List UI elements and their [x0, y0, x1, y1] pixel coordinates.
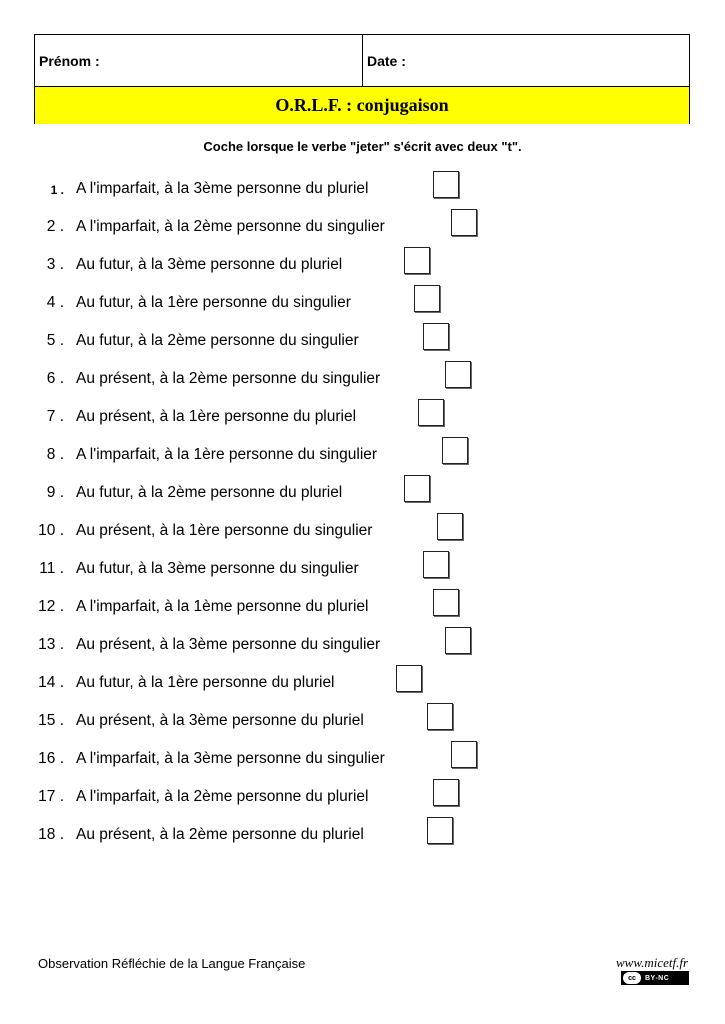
exercise-item	[0, 779, 725, 809]
exercise-text: Au présent, à la 2ème personne du pluriel	[76, 826, 364, 843]
exercise-number: 15 .	[38, 712, 64, 729]
exercise-number: 8 .	[46, 446, 64, 463]
exercise-number: 16 .	[38, 750, 64, 767]
header-info-row	[35, 35, 689, 87]
exercise-checkbox[interactable]	[442, 437, 468, 464]
date-label: Date :	[367, 52, 406, 69]
exercise-text: Au présent, à la 3ème personne du singulier	[76, 636, 381, 653]
exercise-number: 7 .	[46, 408, 64, 425]
exercise-checkbox[interactable]	[404, 247, 430, 274]
exercise-item	[0, 475, 725, 505]
exercise-text: A l'imparfait, à la 1ère personne du singulier	[76, 446, 378, 463]
cc-license-badge	[621, 971, 689, 985]
exercise-checkbox[interactable]	[404, 475, 430, 502]
exercise-item	[0, 437, 725, 467]
footer-website: www.micetf.fr	[616, 955, 688, 970]
exercise-text: Au futur, à la 2ème personne du pluriel	[76, 484, 343, 501]
exercise-number: 13 .	[38, 636, 64, 653]
exercise-number: 2 .	[46, 218, 64, 235]
exercise-text: Au futur, à la 3ème personne du singulier	[76, 560, 359, 577]
exercise-text: Au futur, à la 3ème personne du pluriel	[76, 256, 343, 273]
exercise-item	[0, 361, 725, 391]
exercise-number: 10 .	[38, 522, 64, 539]
exercise-item	[0, 627, 725, 657]
exercise-number: 6 .	[46, 370, 64, 387]
exercise-item	[0, 247, 725, 277]
exercise-number: 4 .	[46, 294, 64, 311]
exercise-item	[0, 741, 725, 771]
exercise-checkbox[interactable]	[433, 589, 459, 616]
exercise-text: A l'imparfait, à la 3ème personne du pluriel	[76, 180, 369, 197]
exercise-text: A l'imparfait, à la 1ème personne du pluriel	[76, 598, 369, 615]
exercise-text: Au présent, à la 1ère personne du pluriel	[76, 408, 357, 425]
prenom-label: Prénom :	[39, 52, 100, 69]
exercise-number: 1 .	[50, 183, 64, 197]
exercise-text: Au futur, à la 2ème personne du singulier	[76, 332, 359, 349]
exercise-checkbox[interactable]	[451, 209, 477, 236]
exercise-item	[0, 399, 725, 429]
exercise-checkbox[interactable]	[427, 817, 453, 844]
exercise-item	[0, 209, 725, 239]
exercise-text: Au futur, à la 1ère personne du pluriel	[76, 674, 335, 691]
exercise-text: A l'imparfait, à la 2ème personne du singulier	[76, 218, 385, 235]
exercise-number: 12 .	[38, 598, 64, 615]
exercise-checkbox[interactable]	[433, 171, 459, 198]
exercise-text: A l'imparfait, à la 2ème personne du pluriel	[76, 788, 369, 805]
exercise-checkbox[interactable]	[427, 703, 453, 730]
cc-license-label: BY-NC	[645, 974, 670, 982]
exercise-number: 9 .	[46, 484, 64, 501]
exercise-checkbox[interactable]	[445, 627, 471, 654]
prenom-field[interactable]	[35, 35, 363, 86]
exercise-checkbox[interactable]	[445, 361, 471, 388]
exercise-number: 5 .	[46, 332, 64, 349]
exercise-checkbox[interactable]	[418, 399, 444, 426]
exercise-checkbox[interactable]	[451, 741, 477, 768]
exercise-item	[0, 551, 725, 581]
exercise-text: Au présent, à la 2ème personne du singulier	[76, 370, 381, 387]
exercise-item	[0, 171, 725, 201]
exercise-text: Au futur, à la 1ère personne du singulier	[76, 294, 351, 311]
exercise-checkbox[interactable]	[437, 513, 463, 540]
cc-icon: cc	[623, 972, 641, 984]
exercise-checkbox[interactable]	[423, 323, 449, 350]
exercise-checkbox[interactable]	[423, 551, 449, 578]
exercise-checkbox[interactable]	[433, 779, 459, 806]
date-field[interactable]	[363, 35, 689, 86]
exercise-checkbox[interactable]	[396, 665, 422, 692]
exercise-item	[0, 817, 725, 847]
footer-subject: Observation Réfléchie de la Langue Française	[38, 956, 306, 971]
instruction-text: Coche lorsque le verbe "jeter" s'écrit avec deux "t".	[203, 139, 522, 154]
exercise-number: 17 .	[38, 788, 64, 805]
exercise-item	[0, 665, 725, 695]
header-table	[34, 34, 690, 124]
exercise-number: 3 .	[46, 256, 64, 273]
page-title: O.R.L.F. : conjugaison	[35, 87, 689, 124]
exercise-checkbox[interactable]	[414, 285, 440, 312]
exercise-item	[0, 323, 725, 353]
exercise-number: 11 .	[39, 560, 64, 577]
exercise-number: 18 .	[38, 826, 64, 843]
exercise-item	[0, 513, 725, 543]
exercise-item	[0, 589, 725, 619]
exercise-number: 14 .	[38, 674, 64, 691]
exercise-text: A l'imparfait, à la 3ème personne du singulier	[76, 750, 385, 767]
exercise-text: Au présent, à la 3ème personne du pluriel	[76, 712, 364, 729]
exercise-item	[0, 285, 725, 315]
exercise-text: Au présent, à la 1ère personne du singulier	[76, 522, 373, 539]
exercise-item	[0, 703, 725, 733]
